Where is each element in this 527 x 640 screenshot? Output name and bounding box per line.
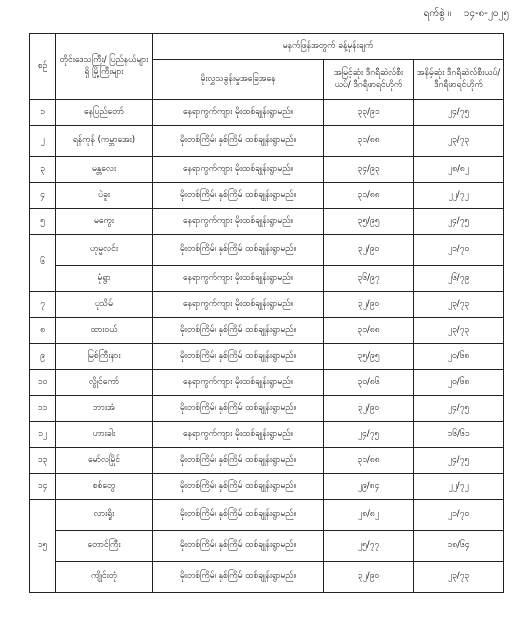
max-temp: ၂၅/၇၇	[324, 531, 414, 562]
min-temp: ၂၃/၇၃	[414, 562, 504, 593]
city-name: ဟုမ္မလင်း	[56, 235, 153, 266]
table-row	[30, 235, 504, 266]
weather-condition: မိုးတစ်ကြိမ်၊ နှစ်ကြိမ် ထစ်ချုန်းရွာမည်။	[153, 562, 324, 593]
min-temp: ၂၃/၇၃	[414, 126, 504, 157]
max-temp: ၃၅/၉၅	[324, 344, 414, 370]
min-temp: ၁၈/၆၄	[414, 531, 504, 562]
min-temp: ၂၂/၇၂	[414, 183, 504, 209]
city-name: ရန်ကုန် (ကမ္ဘာအေး)	[56, 126, 153, 157]
city-name: မုံရွာ	[56, 266, 153, 292]
min-temp: ၂၄/၇၅	[414, 448, 504, 474]
weather-condition: နေရာကွက်ကျား မိုးထစ်ချုန်းရွာမည်။	[153, 209, 324, 235]
min-temp: ၂၁/၇၀	[414, 235, 504, 266]
serial-no: ၁၁	[30, 396, 56, 422]
header-forecast-group: မနက်ဖြန်အတွက် ခန့်မှန်းချက်	[153, 34, 504, 60]
serial-no: ၁၃	[30, 448, 56, 474]
max-temp: ၃၀/၈၆	[324, 370, 414, 396]
city-name: မကွေး	[56, 209, 153, 235]
weather-condition: နေရာကွက်ကျား မိုးထစ်ချုန်းရွာမည်။	[153, 422, 324, 448]
serial-no: ၁၂	[30, 422, 56, 448]
header-serial-no: စဉ်	[30, 34, 56, 100]
serial-no: ၄	[30, 183, 56, 209]
table-row	[30, 422, 504, 448]
city-name: ကျိုင်းတုံ	[56, 562, 153, 593]
weather-condition: နေရာကွက်ကျား မိုးထစ်ချုန်းရွာမည်။	[153, 157, 324, 183]
weather-condition: နေရာကွက်ကျား မိုးထစ်ချုန်းရွာမည်။	[153, 100, 324, 126]
serial-no: ၉	[30, 344, 56, 370]
min-temp: ၂၀/၆၈	[414, 344, 504, 370]
serial-no: ၁၅	[30, 500, 56, 593]
city-name: မြစ်ကြီးနား	[56, 344, 153, 370]
serial-no: ၁၀	[30, 370, 56, 396]
max-temp: ၃၆/၉၇	[324, 266, 414, 292]
header-condition: မိုးလွှသခွန်းမှုအခြေအနေ	[153, 60, 324, 100]
min-temp: ၂၁/၇၀	[414, 500, 504, 531]
weather-condition: မိုးတစ်ကြိမ်၊ နှစ်ကြိမ် ထစ်ချုန်းရွာမည်။	[153, 126, 324, 157]
city-name: လားရှိုး	[56, 500, 153, 531]
table-row	[30, 157, 504, 183]
weather-condition: နေရာကွက်ကျား မိုးထစ်ချုန်းရွာမည်။	[153, 266, 324, 292]
date-label: ရက်စွဲ ။	[423, 8, 452, 19]
table-row	[30, 292, 504, 318]
weather-condition: မိုးတစ်ကြိမ်၊ နှစ်ကြိမ် ထစ်ချုန်းရွာမည်။	[153, 500, 324, 531]
serial-no: ၂	[30, 126, 56, 157]
max-temp: ၃၂/၉၀	[324, 292, 414, 318]
serial-no: ၈	[30, 318, 56, 344]
max-temp: ၂၉/၈၄	[324, 474, 414, 500]
serial-no: ၁	[30, 100, 56, 126]
serial-no: ၅	[30, 209, 56, 235]
table-row	[30, 500, 504, 531]
min-temp: ၂၃/၇၃	[414, 292, 504, 318]
report-date	[424, 6, 509, 21]
min-temp: ၂၄/၇၅	[414, 396, 504, 422]
city-name: ဟားခါး	[56, 422, 153, 448]
table-row	[30, 531, 504, 562]
min-temp: ၂၀/၆၈	[414, 370, 504, 396]
city-name: ဘားအံ	[56, 396, 153, 422]
city-name: နေပြည်တော်	[56, 100, 153, 126]
max-temp: ၂၄/၇၅	[324, 422, 414, 448]
max-temp: ၃၁/၈၈	[324, 183, 414, 209]
weather-condition: နေရာကွက်ကျား မိုးထစ်ချုန်းရွာမည်။	[153, 292, 324, 318]
table-row	[30, 183, 504, 209]
weather-condition: မိုးတစ်ကြိမ်၊ နှစ်ကြိမ် ထစ်ချုန်းရွာမည်။	[153, 344, 324, 370]
max-temp: ၃၁/၈၈	[324, 126, 414, 157]
max-temp: ၃၂/၉၀	[324, 396, 414, 422]
table-row	[30, 126, 504, 157]
city-name: ပဲခူး	[56, 183, 153, 209]
table-row	[30, 474, 504, 500]
weather-forecast-table	[29, 33, 504, 593]
table-row	[30, 562, 504, 593]
weather-condition: မိုးတစ်ကြိမ်၊ နှစ်ကြိမ် ထစ်ချုန်းရွာမည်။	[153, 396, 324, 422]
date-value: ၁၄-၈-၂၀၂၅	[463, 8, 509, 19]
table-row	[30, 318, 504, 344]
header-min-temp: အနိမ့်ဆုံး ဒီဂရီဆဲလ်စီးယပ်/ ဒီဂရီဖာရင်ဟိုက်	[414, 60, 504, 100]
min-temp: ၂၆/၇၉	[414, 266, 504, 292]
table-row	[30, 344, 504, 370]
max-temp: ၃၅/၉၅	[324, 209, 414, 235]
table-row	[30, 370, 504, 396]
weather-condition: မိုးတစ်ကြိမ်၊ နှစ်ကြိမ် ထစ်ချုန်းရွာမည်။	[153, 183, 324, 209]
serial-no: ၁၄	[30, 474, 56, 500]
weather-condition: မိုးတစ်ကြိမ်၊ နှစ်ကြိမ် ထစ်ချုန်းရွာမည်။	[153, 531, 324, 562]
city-name: ပုသိမ်	[56, 292, 153, 318]
min-temp: ၂၃/၇၃	[414, 318, 504, 344]
weather-condition: နေရာကွက်ကျား မိုးထစ်ချုန်းရွာမည်။	[153, 370, 324, 396]
min-temp: ၂၂/၇၂	[414, 474, 504, 500]
max-temp: ၃၂/၉၀	[324, 562, 414, 593]
serial-no: ၆	[30, 235, 56, 292]
max-temp: ၃၂/၉၀	[324, 235, 414, 266]
header-max-temp: အမြင့်ဆုံး ဒီဂရီဆဲလ်စီးယပ်/ ဒီဂရီဖာရင်ဟိုက်	[324, 60, 414, 100]
max-temp: ၃၁/၈၈	[324, 318, 414, 344]
serial-no: ၇	[30, 292, 56, 318]
city-name: ထားဝယ်	[56, 318, 153, 344]
min-temp: ၂၈/၈၂	[414, 157, 504, 183]
table-row	[30, 209, 504, 235]
weather-condition: မိုးတစ်ကြိမ်၊ နှစ်ကြိမ် ထစ်ချုန်းရွာမည်။	[153, 235, 324, 266]
max-temp: ၃၃/၉၁	[324, 100, 414, 126]
header-city: တိုင်းဒေသကြီး/ ပြည်နယ်များရှိ မြို့ကြီးများ	[56, 34, 153, 100]
city-name: လွိုင်ကော်	[56, 370, 153, 396]
max-temp: ၃၄/၉၃	[324, 157, 414, 183]
city-name: တောင်ကြီး	[56, 531, 153, 562]
table-row	[30, 266, 504, 292]
min-temp: ၁၆/၆၁	[414, 422, 504, 448]
table-row	[30, 100, 504, 126]
city-name: မော်လမြိုင်	[56, 448, 153, 474]
weather-condition: မိုးတစ်ကြိမ်၊ နှစ်ကြိမ် ထစ်ချုန်းရွာမည်။	[153, 448, 324, 474]
table-row	[30, 396, 504, 422]
max-temp: ၃၁/၈၈	[324, 448, 414, 474]
weather-condition: မိုးတစ်ကြိမ်၊ နှစ်ကြိမ် ထစ်ချုန်းရွာမည်။	[153, 474, 324, 500]
weather-condition: မိုးတစ်ကြိမ်၊ နှစ်ကြိမ် ထစ်ချုန်းရွာမည်။	[153, 318, 324, 344]
serial-no: ၃	[30, 157, 56, 183]
city-name: စစ်တွေ	[56, 474, 153, 500]
max-temp: ၂၈/၈၂	[324, 500, 414, 531]
table-row	[30, 448, 504, 474]
min-temp: ၂၄/၇၅	[414, 209, 504, 235]
city-name: မန္တလေး	[56, 157, 153, 183]
min-temp: ၂၄/၇၅	[414, 100, 504, 126]
